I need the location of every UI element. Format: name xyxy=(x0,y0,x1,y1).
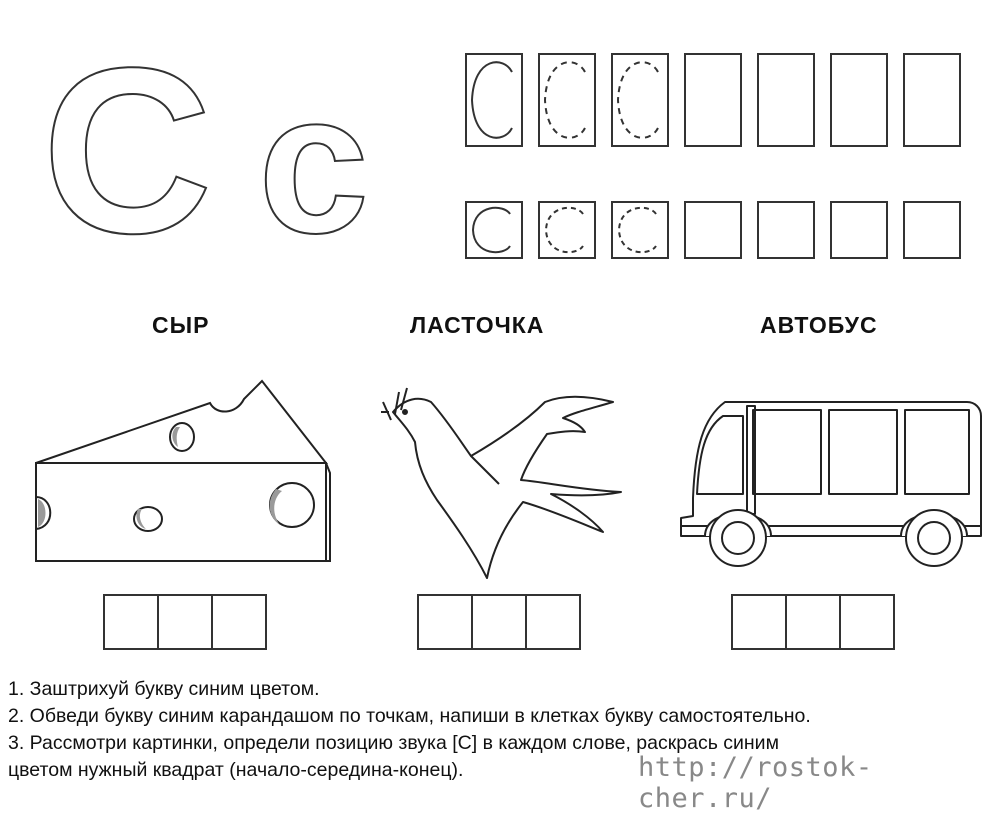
instruction-1: 1. Заштрихуй букву синим цветом. xyxy=(8,678,320,700)
instruction-3: 3. Рассмотри картинки, определи позицию звука [С] в каждом слове, раскрась синим xyxy=(8,732,779,754)
word-swallow: ЛАСТОЧКА xyxy=(410,312,545,338)
word-bus: АВТОБУС xyxy=(760,312,878,338)
swallow-picture xyxy=(375,372,655,582)
watermark-url: http://rostok-cher.ru/ xyxy=(638,752,873,814)
practice-row-lower[interactable] xyxy=(460,196,970,266)
big-letters-outline xyxy=(40,40,430,250)
sound-boxes-bus[interactable] xyxy=(731,594,893,650)
big-letter-lower: с xyxy=(258,52,370,250)
box-middle[interactable] xyxy=(471,594,527,650)
box-start[interactable] xyxy=(731,594,787,650)
instruction-3-continued: цветом нужный квадрат (начало-середина-конец). xyxy=(8,759,464,781)
box-middle[interactable] xyxy=(785,594,841,650)
cheese-picture xyxy=(30,375,335,570)
practice-row-upper[interactable] xyxy=(460,48,970,158)
box-start[interactable] xyxy=(417,594,473,650)
sound-boxes-cheese[interactable] xyxy=(103,594,265,650)
box-end[interactable] xyxy=(839,594,895,650)
box-start[interactable] xyxy=(103,594,159,650)
sound-boxes-swallow[interactable] xyxy=(417,594,579,650)
instruction-2: 2. Обведи букву синим карандашом по точкам, напиши в клетках букву самостоятельно. xyxy=(8,705,811,727)
box-middle[interactable] xyxy=(157,594,213,650)
bus-picture xyxy=(675,388,990,588)
big-letter-upper: С xyxy=(42,40,213,250)
box-end[interactable] xyxy=(525,594,581,650)
word-cheese: СЫР xyxy=(152,312,210,338)
box-end[interactable] xyxy=(211,594,267,650)
